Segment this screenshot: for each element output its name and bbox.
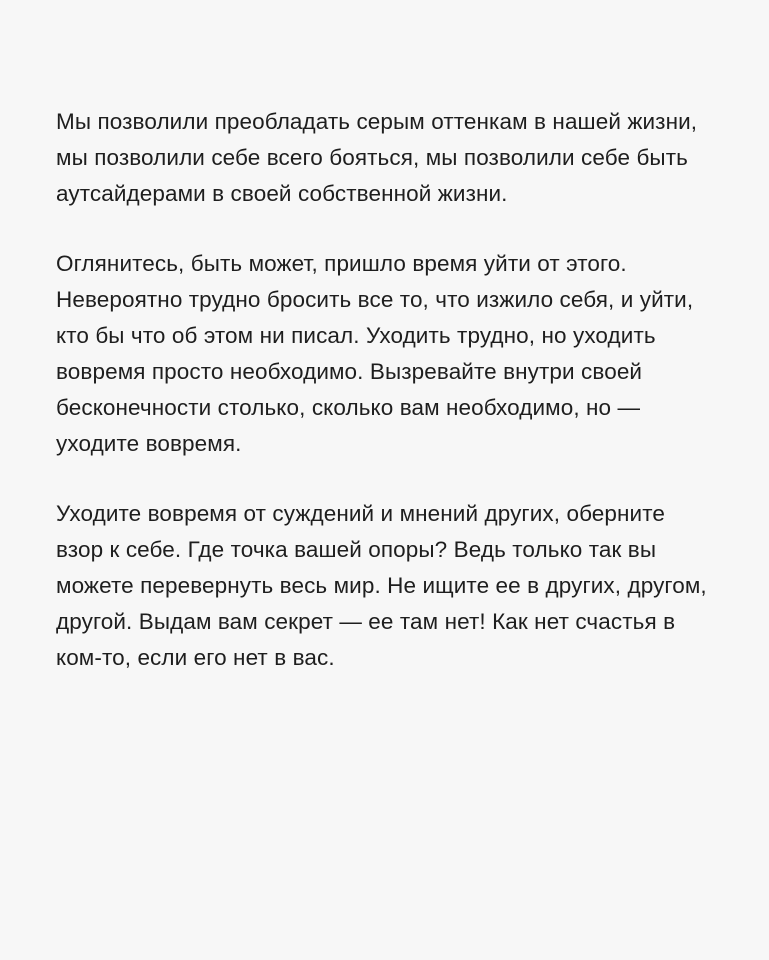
document-text-body: [56, 104, 713, 676]
document-paragraph: Уходите вовремя от суждений и мнений других, оберните взор к себе. Где точка вашей опоры? Ведь только так вы можете перевернуть весь мир. Не ищите ее в других, другом, другой. Выдам вам секрет — ее там нет! Как нет счастья в ком-то, если его нет в вас.: [56, 501, 714, 670]
document-paragraph: Мы позволили преобладать серым оттенкам в нашей жизни, мы позволили себе всего бояться, мы позволили себе быть аутсайдерами в своей собственной жизни.: [56, 109, 704, 206]
document-paragraph: Оглянитесь, быть может, пришло время уйти от этого. Невероятно трудно бросить все то, что изжило себя, и уйти, кто бы что об этом ни писал. Уходить трудно, но уходить вовремя просто необходимо. Вызревайте внутри своей бесконечности столько, сколько вам необходимо, но — уходите вовремя.: [56, 251, 700, 456]
